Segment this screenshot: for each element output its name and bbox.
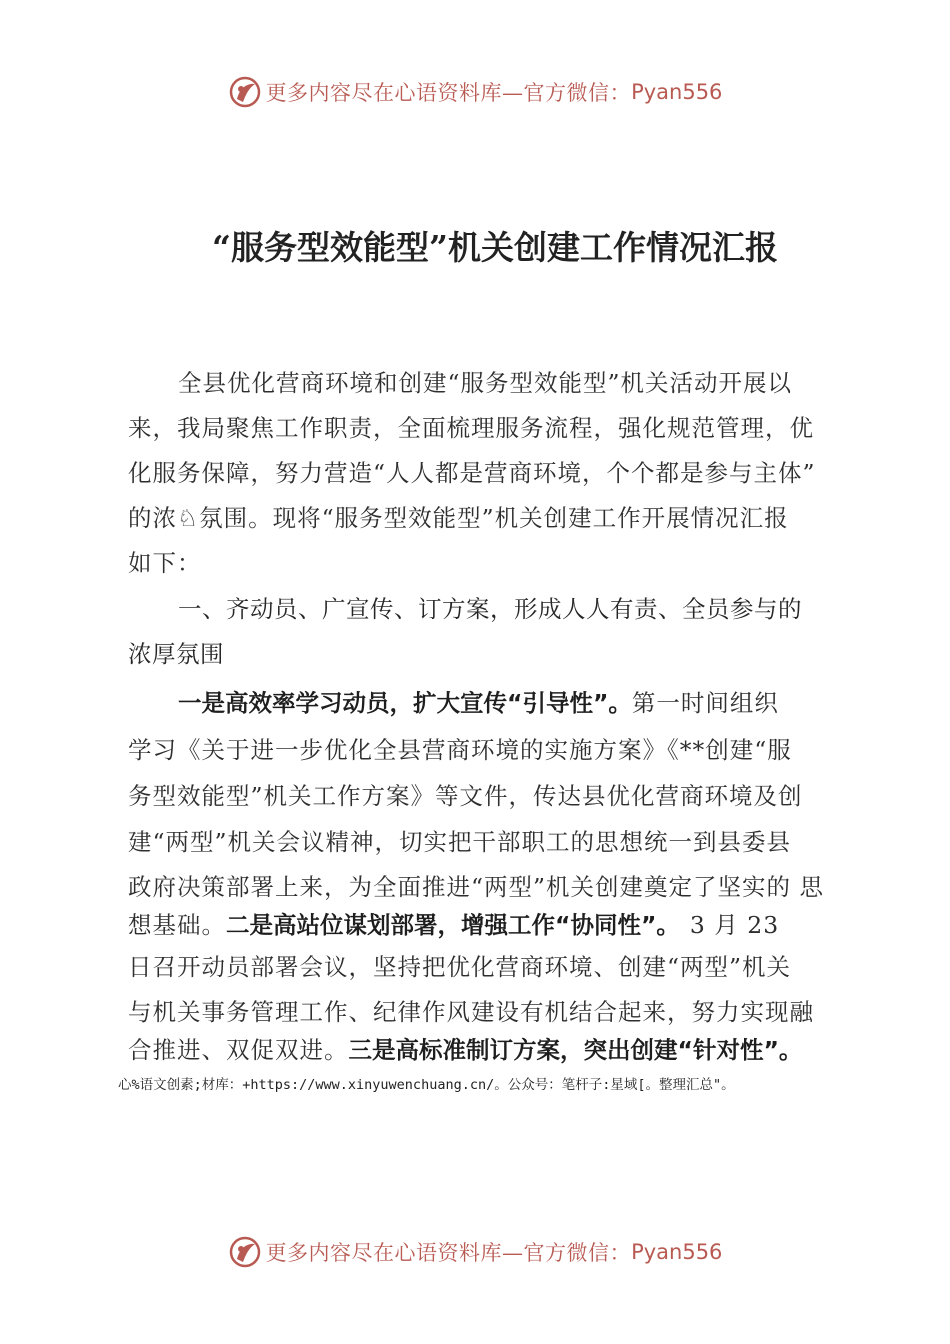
- item1-text: 第一时间组织: [631, 689, 779, 717]
- item1-bold-lead: 一是高效率学习动员，扩大宣传“引导性”。: [178, 689, 632, 717]
- item3-bold-lead: 三是高标准制订方案，突出创建“针对性”。: [348, 1036, 803, 1064]
- paragraph-line: 与机关事务管理工作、纪律作风建设有机结合起来，努力实现融: [128, 998, 814, 1026]
- paragraph-line: 的浓♘氛围。现将“服务型效能型”机关创建工作开展情况汇报: [128, 504, 789, 532]
- paragraph-line: [128, 1031, 802, 1065]
- logo-icon: [228, 1235, 262, 1269]
- logo-icon: [228, 75, 262, 109]
- paragraph-line: [178, 684, 779, 718]
- item2-bold-lead: 二是高站位谋划部署，增强工作“协同性”。: [226, 911, 680, 939]
- section-heading: 一、齐动员、广宣传、订方案，形成人人有责、全员参与的: [178, 595, 802, 623]
- footer-banner: [0, 1232, 950, 1272]
- paragraph-line: 来，我局聚焦工作职责，全面梳理服务流程，强化规范管理，优: [128, 414, 814, 442]
- paragraph-line: 全县优化营商环境和创建“服务型效能型”机关活动开展以: [178, 369, 793, 397]
- paragraph-line: 务型效能型”机关工作方案》等文件，传达县优化营商环境及创: [128, 782, 803, 810]
- item2-text: 3 月 23: [689, 911, 780, 939]
- paragraph-line: 日召开动员部署会议，坚持把优化营商环境、创建“两型”机关: [128, 953, 792, 981]
- item2-text-end: 合推进、双促双进。: [128, 1036, 349, 1064]
- paragraph-line: 学习《关于进一步优化全县营商环境的实施方案》《**创建“服: [128, 736, 792, 764]
- paragraph-line: 政府决策部署上来，为全面推进“两型”机关创建奠定了坚实的 思: [128, 873, 824, 901]
- source-note: 心%语文创素;材库：+https://www.xinyuwenchuang.cn/。公众号：笔杆子:星域[。整理汇总"。: [118, 1077, 735, 1093]
- section-heading: 浓厚氛围: [128, 640, 224, 668]
- banner-text: 更多内容尽在心语资料库—官方微信：: [265, 81, 632, 105]
- header-banner: [0, 72, 950, 112]
- paragraph-line: [128, 906, 779, 940]
- banner-wechat-id: Pyan556: [631, 80, 723, 104]
- paragraph-line: 建“两型”机关会议精神，切实把干部职工的思想统一到县委县: [128, 828, 792, 856]
- document-title: “服务型效能型”机关创建工作情况汇报: [212, 228, 778, 267]
- banner-text: 更多内容尽在心语资料库—官方微信：: [265, 1241, 632, 1265]
- paragraph-line: 化服务保障，努力营造“人人都是营商环境，个个都是参与主体”: [128, 459, 816, 487]
- item1-text-end: 想基础。: [128, 911, 226, 939]
- banner-wechat-id: Pyan556: [631, 1240, 723, 1264]
- paragraph-line: 如下：: [128, 549, 202, 577]
